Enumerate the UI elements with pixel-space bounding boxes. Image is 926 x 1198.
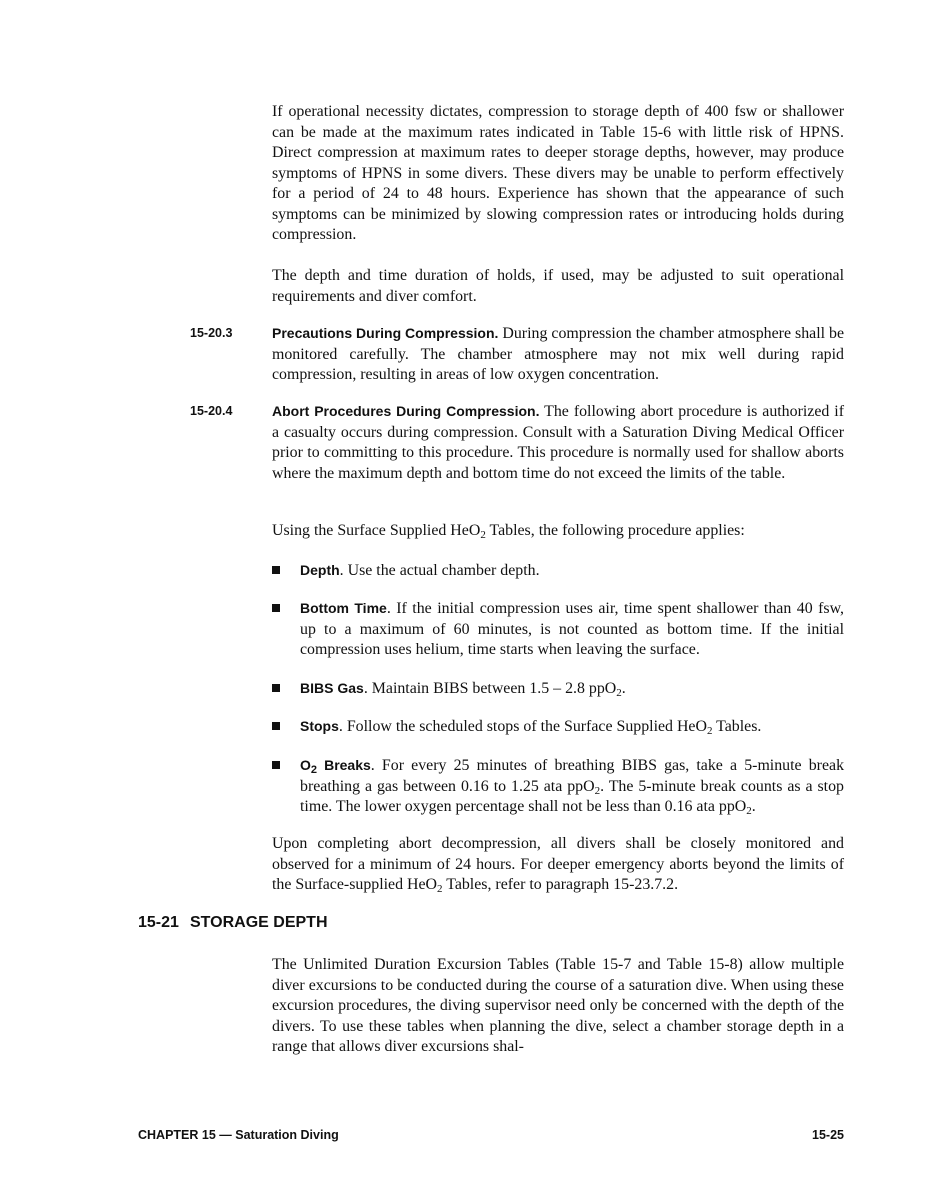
paragraph-storage-depth: The Unlimited Duration Excursion Tables (Table 15-7 and Table 15-8) allow multiple diver excursions to be conducted during the course of a saturation dive. When using these excursion procedures, the diving supervisor need only be concerned with the depth of the divers. To use these tables when planning the dive, select a chamber storage depth in a range that allows diver excursions shal- <box>272 956 844 1055</box>
bullet-bibs-text <box>300 678 844 700</box>
section-15-20-4-body: The following abort procedure is authorized if a casualty occurs during compression. Consult with a Saturation Diving Medical Officer prior to committing to this procedure. This procedure is normally used for shallow aborts where the maximum depth and bottom time do not exceed the limits of the table. <box>272 403 844 482</box>
bullet-depth-text <box>300 560 844 582</box>
bullet-bottom-time-body: . If the initial compression uses air, time spent shallower than 40 fsw, up to a maximum of 60 minutes, is not counted as bottom time. If the initial compression uses helium, time starts when leaving the surface. <box>300 600 845 658</box>
o2-body-1: . For every 25 minutes of breathing BIBS gas, take a 5-minute break breathing a gas between 0.16 to 1.25 ata ppO <box>300 757 845 795</box>
using-text-end: Tables, the following procedure applies: <box>485 522 745 539</box>
paragraph-upon-completing <box>272 834 844 896</box>
bullet-bibs-body: . Maintain BIBS between 1.5 – 2.8 ppO <box>363 680 617 697</box>
bullet-o2-label <box>300 757 371 776</box>
footer-page-number: 15-25 <box>812 1128 844 1142</box>
footer-chapter-title: CHAPTER 15 — Saturation Diving <box>138 1128 339 1142</box>
square-bullet-icon <box>272 684 280 692</box>
bullet-bottom-time-label: Bottom Time <box>300 600 387 616</box>
o2-label-end: Breaks <box>317 757 371 773</box>
paragraph-compression-rates: If operational necessity dictates, compression to storage depth of 400 fsw or shallower can be made at the maximum rates indicated in Table 15-6 with little risk of HPNS. Direct compression at maximum rates to deeper storage depths, however, may produce symptoms of HPNS in some divers. These divers may be unable to perform effectively for a period of 24 to 48 hours. Experience has shown that the appearance of such symptoms can be minimized by slowing compression rates or introducing holds during compression. <box>272 103 844 243</box>
upon-subscript: 2 <box>437 883 443 895</box>
bullet-o2-text <box>300 755 844 818</box>
square-bullet-icon <box>272 722 280 730</box>
bullet-bibs-label: BIBS Gas <box>300 680 364 696</box>
section-number-15-21: 15-21 <box>138 914 179 931</box>
section-15-20-3-paragraph <box>272 323 844 386</box>
o2-subscript-1: 2 <box>594 784 601 797</box>
section-title-precautions: Precautions During Compression. <box>272 325 499 341</box>
upon-text-end: Tables, refer to paragraph 15-23.7.2. <box>442 876 679 893</box>
bullet-stops-label: Stops <box>300 718 339 734</box>
bullet-bibs-end: . <box>621 680 626 697</box>
o2-body-2: . The 5-minute break counts as a stop time. The lower oxygen percentage shall not be less than 0.16 ata ppO <box>300 777 844 815</box>
bullet-stops-body: . Follow the scheduled stops of the Surface Supplied HeO <box>338 718 707 735</box>
o2-label-subscript: 2 <box>310 764 318 776</box>
section-title-abort-procedures: Abort Procedures During Compression. <box>272 403 540 419</box>
section-number-15-20-3: 15-20.3 <box>190 326 233 340</box>
using-text-start: Using the Surface Supplied HeO <box>272 522 481 539</box>
section-15-20-4-paragraph <box>272 401 844 484</box>
bullet-bibs-subscript: 2 <box>616 687 622 699</box>
upon-text-start: Upon completing abort decompression, all divers shall be closely monitored and observed for a minimum of 24 hours. For deeper emergency aborts beyond the limits of the Surface-supplied HeO <box>272 835 844 893</box>
bullet-stops-end: Tables. <box>712 718 762 735</box>
bullet-stops-text <box>300 716 844 738</box>
o2-body-3: . <box>751 798 756 815</box>
square-bullet-icon <box>272 604 280 612</box>
square-bullet-icon <box>272 761 280 769</box>
paragraph-using-tables <box>272 521 844 542</box>
square-bullet-icon <box>272 566 280 574</box>
paragraph-holds: The depth and time duration of holds, if used, may be adjusted to suit operational requirements and diver comfort. <box>272 267 844 305</box>
using-subscript: 2 <box>480 529 486 541</box>
section-title-storage-depth: STORAGE DEPTH <box>190 914 328 931</box>
section-number-15-20-4: 15-20.4 <box>190 404 233 418</box>
bullet-bottom-time-text <box>300 598 844 661</box>
bullet-depth-body: . Use the actual chamber depth. <box>339 562 540 579</box>
section-15-20-3-body: During compression the chamber atmosphere shall be monitored carefully. The chamber atmosphere may not mix well during rapid compression, resulting in areas of low oxygen concentration. <box>272 325 844 383</box>
bullet-stops-subscript: 2 <box>706 725 713 737</box>
bullet-depth-label: Depth <box>300 562 340 578</box>
o2-subscript-2: 2 <box>746 805 752 817</box>
o2-label-start: O <box>300 757 311 773</box>
